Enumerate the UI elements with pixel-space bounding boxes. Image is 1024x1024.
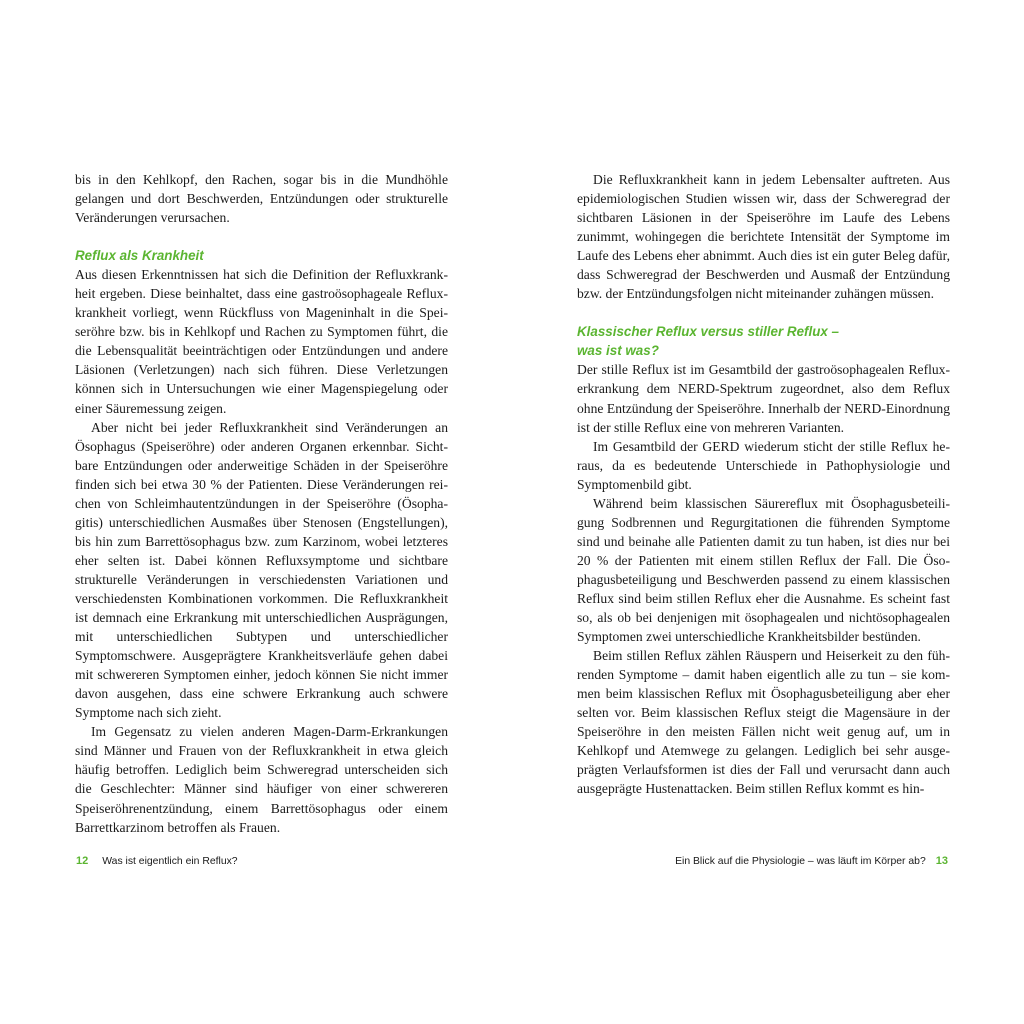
paragraph: Im Gegensatz zu vielen anderen Magen-Darm-Erkrankungen sind Männer und Frauen von der Refluxkrankheit in etwa gleich häufig betroffen. Lediglich beim Schweregrad unterscheiden sich die Geschlechter: Männer sind häufiger von einer schwereren Speiseröhrenentzündung, einem Barrettösophagus oder einem Barrettkarzinom betroffen als Frauen. [75,724,448,835]
paragraph: Die Refluxkrankheit kann in jedem Lebensalter auftreten. Aus epidemiologischen Studien wissen wir, dass der Schweregrad der sichtbaren Läsionen in der Speiseröhre im Laufe des Lebens zunimmt, wohingegen die berichtete Intensität der Symptome im Laufe des Lebens eher abnimmt. Auch dies ist ein guter Beleg dafür, dass Schweregrad der Beschwerden und Ausmaß der Entzündung bzw. der Entzündungsfolgen nicht miteinander zuhängen müssen. [577,172,950,302]
paragraph: Beim stillen Reflux zählen Räuspern und Heiserkeit zu den führenden Symptome – damit haben eigentlich alle zu tun – sie kommen beim klassischen Reflux mit Ösophagusbeteiligung aber eher selten vor. Beim klassischen Reflux steigt die Magensäure in der Speiseröhre in den meisten Fällen nicht weit genug auf, um in Kehlkopf und Atemwege zu gelangen. Lediglich bei sehr ausgeprägten Verlaufsformen ist dies der Fall und verursacht dann auch ausgeprägte Hustenattacken. Beim stillen Reflux kommt es hin- [577,648,950,797]
paragraph: bis in den Kehlkopf, den Rachen, sogar bis in die Mundhöhle gelangen und dort Beschwerden, Entzündungen oder strukturelle Veränderungen verursachen. [75,172,448,226]
page-number: 13 [935,855,948,867]
paragraph: Aus diesen Erkenntnissen hat sich die Definition der Refluxkrankheit ergeben. Diese beinhaltet, dass eine gastroösophageale Refluxkrankheit vorliegt, wenn Rückfluss von Mageninhalt in die Speiseröhre bzw. bis in Kehlkopf und Rachen zu Symptomen führt, die die Lebensqualität beeinträchtigen oder Entzündungen und andere Läsionen (Verletzungen) nach sich führen. Diese Verletzungen können sich in Untersuchungen wie einer Magenspiegelung oder einer Säuremessung zeigen. [75,267,448,416]
right-page-text-column [577,170,950,799]
running-title: Ein Blick auf die Physiologie – was läuft im Körper ab? [675,856,926,867]
running-title: Was ist eigentlich ein Reflux? [102,856,238,867]
section-heading-line: was ist was? [577,343,659,359]
left-page-footer [76,853,238,869]
paragraph: Während beim klassischen Säurereflux mit Ösophagusbeteiligung Sodbrennen und Regurgitationen die führenden Symptome sind und beinahe alle Patienten damit zu tun haben, ist dies nur bei 20 % der Patienten mit einem stillen Reflux der Fall. Die Ösophagusbeteiligung und Beschwerden passend zu einem klassischen Reflux sind beim stillen Reflux eher die Ausnahme. Es scheint fast so, als ob bei denjenigen mit ösophagealen und nichtösophagealen Symptomen zwei unterschiedliche Krankheitsbilder bestünden. [577,495,950,645]
paragraph: Aber nicht bei jeder Refluxkrankheit sind Veränderungen an Ösophagus (Speiseröhre) oder anderen Organen erkennbar. Sichtbare Entzündungen oder anderweitige Schäden in der Speiseröhre finden sich bei etwa 30 % der Patienten. Diese Veränderungen reichen von Schleimhautentzündungen in der Speiseröhre (Ösophagitis) unterschiedlichen Ausmaßes über Stenosen (Engstellungen), bis hin zum Barrettösophagus bzw. zum Karzinom, wobei letzteres eher selten ist. Dabei können Refluxsymptome und sichtbare strukturelle Veränderungen in verschiedensten Variationen und verschiedensten Kombinationen vorkommen. Die Refluxkrankheit ist demnach eine Erkrankung mit unterschiedlichen Ausprägungen, mit unterschiedlichen Subtypen und unterschiedlicher Symptomschwere. Ausgeprägtere Krankheitsverläufe gehen dabei mit schwereren Symptomen einher, jedoch können Sie nicht immer davon ausgehen, dass eine schwere Erkrankung auch schwere Symptome nach sich zieht. [75,419,448,721]
paragraph: Der stille Reflux ist im Gesamtbild der gastroösophagealen Refluxerkrankung dem NERD-Spektrum zugeordnet, also dem Reflux ohne Entzündung der Speiseröhre. Innerhalb der NERD-Einordnung ist der stille Reflux eine von mehreren Varianten. [577,362,950,435]
section-heading [577,322,950,360]
section-heading-line: Klassischer Reflux versus stiller Reflux – [577,324,839,340]
section-heading: Reflux als Krankheit [75,248,204,264]
paragraph: Im Gesamtbild der GERD wiederum sticht der stille Reflux heraus, da es bedeutende Unterschiede in Pathophysiologie und Symptomenbild gibt. [577,438,950,492]
left-page-text-column [75,170,448,837]
right-page-footer [675,853,948,869]
page-number: 12 [76,855,89,867]
